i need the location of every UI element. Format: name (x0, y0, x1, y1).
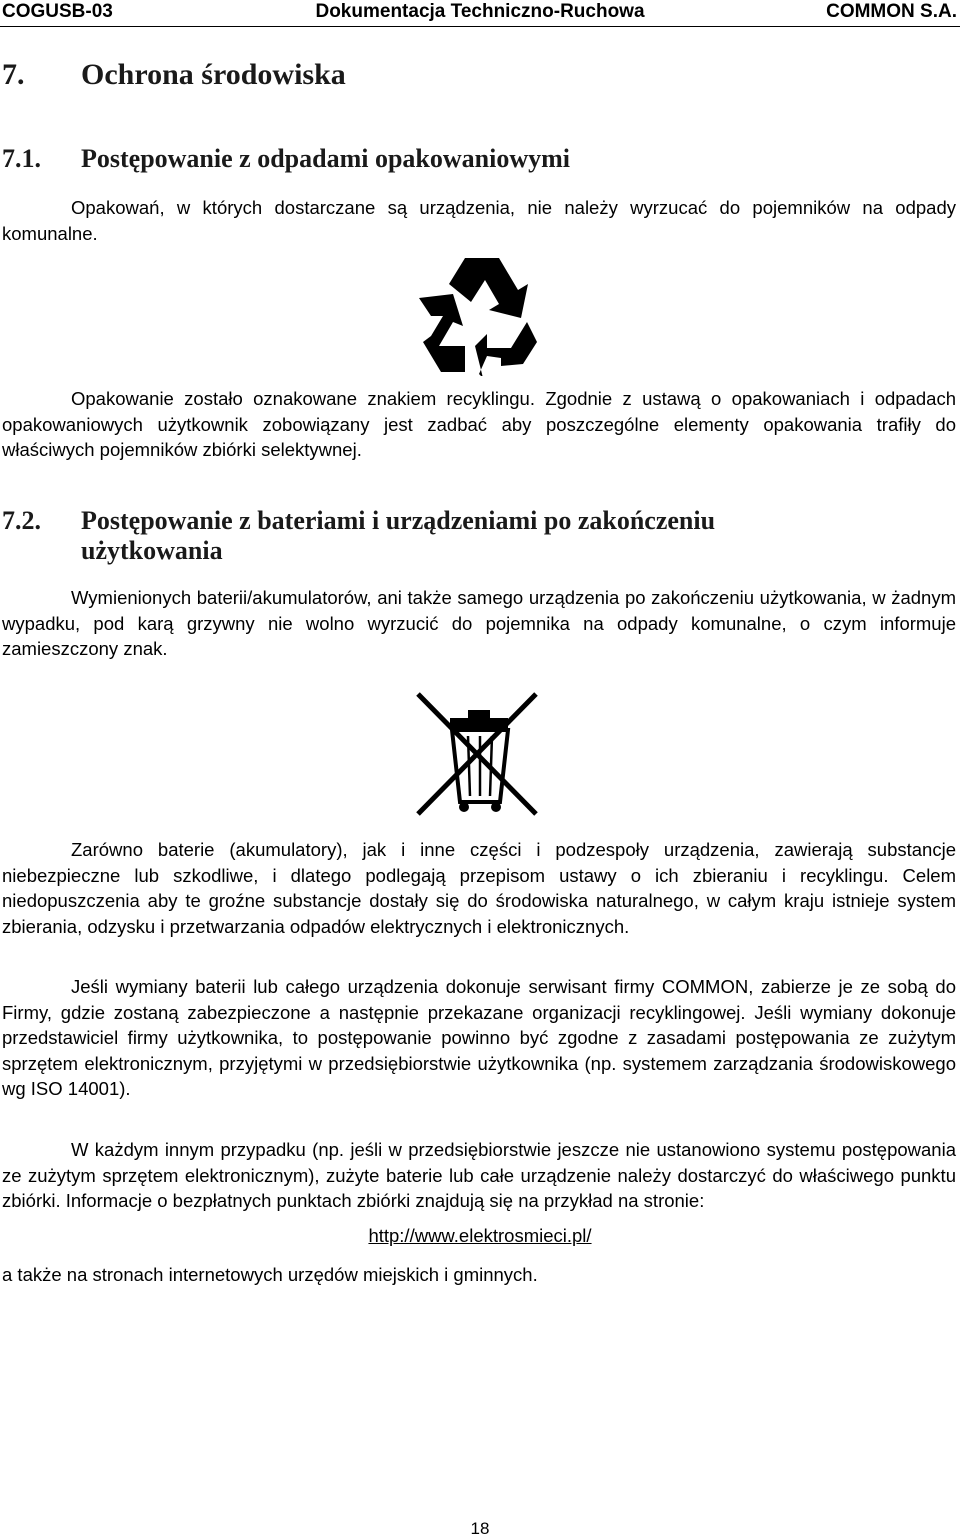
section-7-title: Ochrona środowiska (81, 58, 346, 91)
header-company: COMMON S.A. (826, 1, 957, 22)
recycling-icon (417, 254, 543, 381)
section-7-2-heading (2, 506, 715, 566)
page-number: 18 (470, 1519, 490, 1538)
elektrosmieci-link-line (0, 1225, 960, 1247)
section-7-2-number: 7.2. (2, 506, 41, 535)
elektrosmieci-link[interactable]: http://www.elektrosmieci.pl/ (368, 1225, 592, 1246)
section-7-2-title-line-2: użytkowania (81, 536, 223, 565)
section-7-2-paragraph-2: Zarówno baterie (akumulatory), jak i inne części i podzespoły urządzenia, zawierają substancje niebezpieczne lub szkodliwe, i dlatego podlegają przepisom ustawy o ich zbieraniu i recyklingu. Celem niedopuszczenia aby te groźne substancje dostały się do środowiska naturalnego, w całym kraju istnieje system zbierania, odzysku i przetwarzania odpadów elektrycznych i elektronicznych. (2, 839, 956, 937)
section-7-2-paragraph-4: W każdym innym przypadku (np. jeśli w przedsiębiorstwie jeszcze nie ustanowiono systemu postępowania ze zużytym sprzętem elektronicznym), zużyte baterie lub całe urządzenie należy dostarczyć do właściwego punktu zbiórki. Informacje o bezpłatnych punktach zbiórki znajdują się na przykład na stronie: (2, 1139, 956, 1211)
crossed-out-bin-icon (416, 690, 540, 823)
header-document-code: COGUSB-03 (2, 1, 113, 22)
page-header (0, 0, 960, 27)
section-7-2-paragraph-1: Wymienionych baterii/akumulatorów, ani także samego urządzenia po zakończeniu użytkowania, w żadnym wypadku, pod karą grzywny nie wolno wyrzucić do pojemnika na odpady komunalne, o czym informuje zamieszczony znak. (2, 587, 956, 659)
section-7-2-paragraph-3: Jeśli wymiany baterii lub całego urządzenia dokonuje serwisant firmy COMMON, zabierze je ze sobą do Firmy, gdzie zostaną zabezpieczone a następnie przekazane organizacji recyklingowej. Jeśli wymiany dokonuje przedstawiciel firmy użytkownika, to postępowanie powinno być zgodne z zasadami postępowania ze zużytym sprzętem elektronicznym, przyjętymi w przedsiębiorstwie użytkownika (np. systemem zarządzania środowiskowego wg ISO 14001). (2, 976, 956, 1099)
section-7-2-title-line-1: Postępowanie z bateriami i urządzeniami po zakończeniu (81, 506, 716, 535)
header-document-title: Dokumentacja Techniczno-Ruchowa (315, 1, 645, 22)
section-7-heading (2, 58, 346, 92)
section-7-2-paragraph-5: a także na stronach internetowych urzędów miejskich i gminnych. (2, 1264, 538, 1285)
section-7-1-number: 7.1. (2, 144, 41, 173)
section-7-number: 7. (2, 58, 25, 91)
section-7-1-heading (2, 144, 570, 174)
section-7-1-paragraph-2: Opakowanie zostało oznakowane znakiem recyklingu. Zgodnie z ustawą o opakowaniach i odpadach opakowaniowych użytkownik zobowiązany jest zadbać aby poszczególne elementy opakowania trafiły do właściwych pojemników zbiórki selektywnej. (2, 388, 956, 460)
section-7-1-title: Postępowanie z odpadami opakowaniowymi (81, 144, 570, 173)
section-7-1-paragraph-1: Opakowań, w których dostarczane są urządzenia, nie należy wyrzucać do pojemników na odpady komunalne. (2, 197, 956, 244)
